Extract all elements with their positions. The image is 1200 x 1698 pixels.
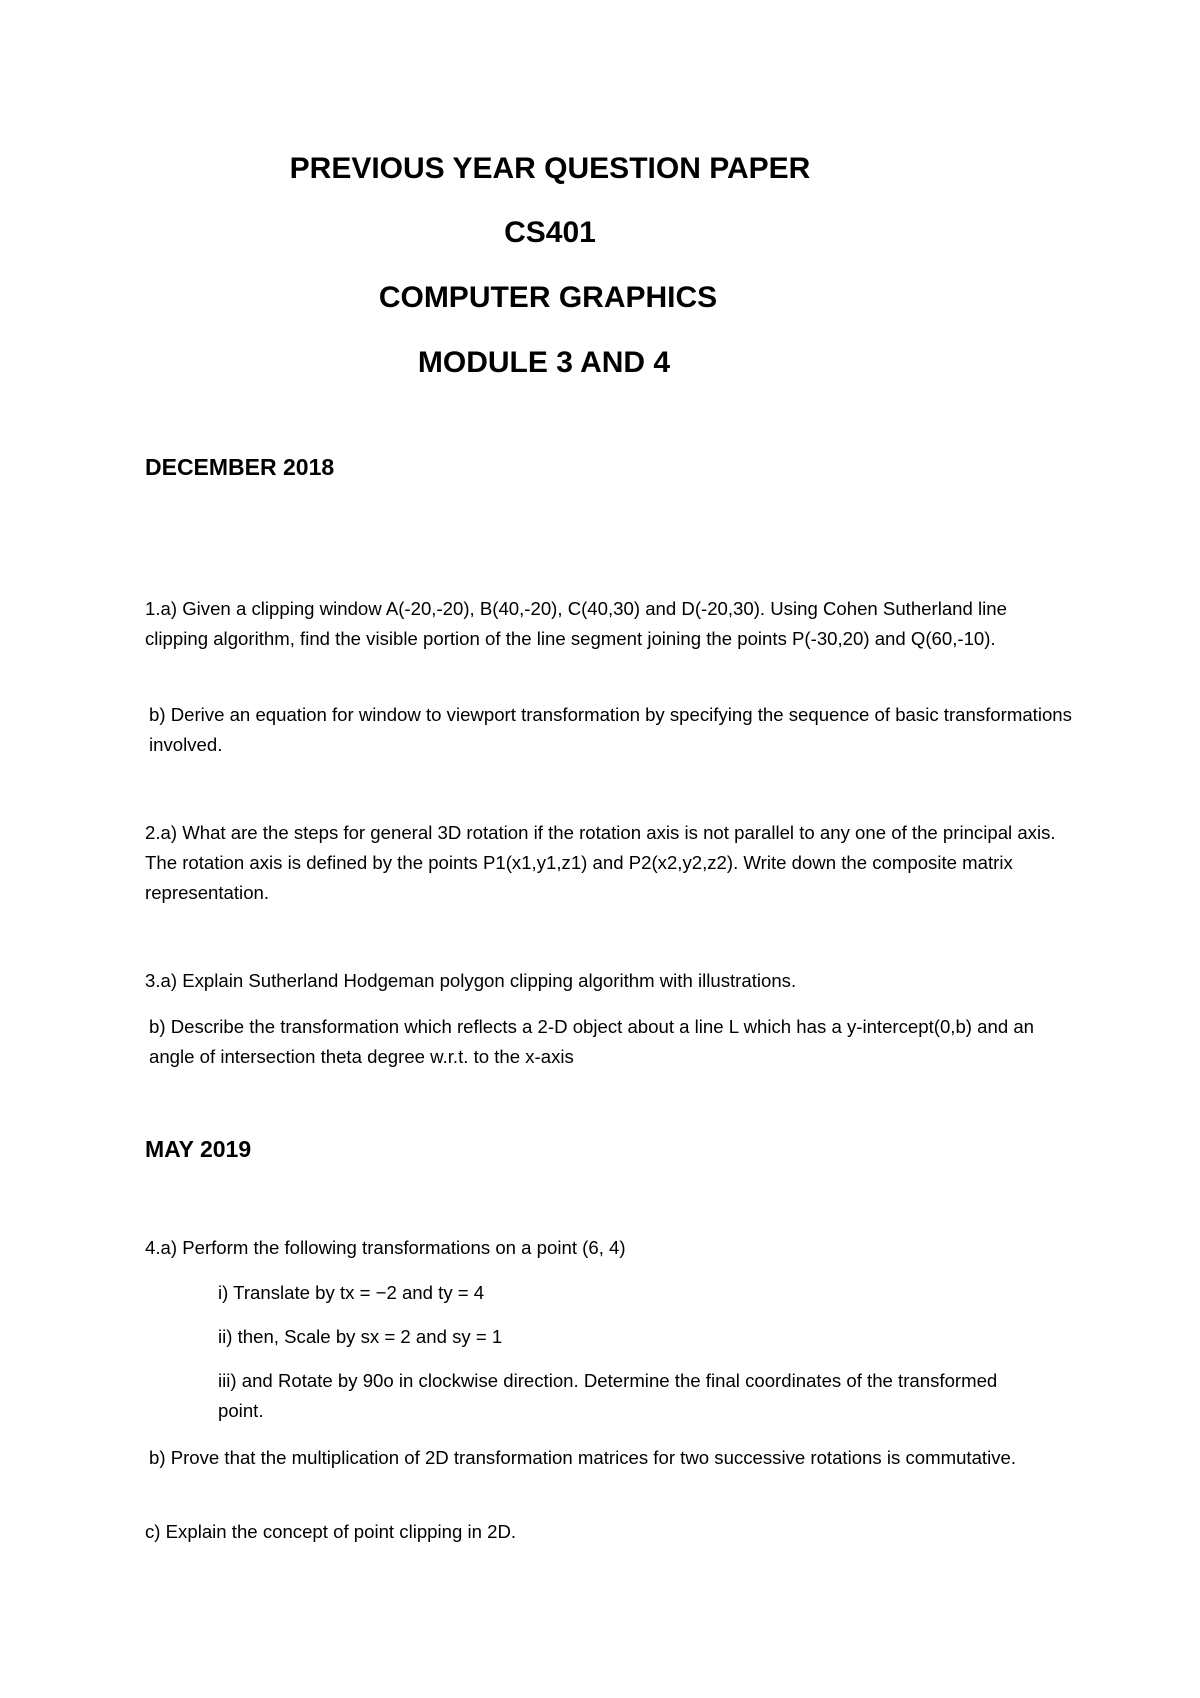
question-4a-step-i: i) Translate by tx = −2 and ty = 4 [218, 1282, 485, 1303]
section-heading-may-2019: MAY 2019 [145, 1136, 252, 1162]
question-4c: c) Explain the concept of point clipping in 2D. [145, 1521, 517, 1542]
module-label: MODULE 3 AND 4 [417, 346, 671, 379]
paper-title: PREVIOUS YEAR QUESTION PAPER [289, 152, 811, 185]
question-3b: b) Describe the transformation which reflects a 2-D object about a line L which has a y-intercept(0,b) and an angle of intersection theta degree w.r.t. to the x-axis [149, 1016, 1035, 1067]
question-4b: b) Prove that the multiplication of 2D transformation matrices for two successive rotations is commutative. [149, 1447, 1017, 1468]
section-heading-december-2018: DECEMBER 2018 [145, 454, 335, 480]
question-1a: 1.a) Given a clipping window A(-20,-20), B(40,-20), C(40,30) and D(-20,30). Using Cohen Sutherland line clipping algorithm, find the visible portion of the line segment joining the points P(-30,20) and Q(60,-10). [145, 598, 1007, 649]
question-3a: 3.a) Explain Sutherland Hodgeman polygon clipping algorithm with illustrations. [145, 970, 797, 991]
course-code: CS401 [504, 216, 596, 249]
question-2a: 2.a) What are the steps for general 3D rotation if the rotation axis is not parallel to any one of the principal axis. The rotation axis is defined by the points P1(x1,y1,z1) and P2(x2,y2,z2). Write down the composite matrix representation. [145, 822, 1056, 903]
question-4a: 4.a) Perform the following transformations on a point (6, 4) [145, 1237, 626, 1258]
question-4a-step-ii: ii) then, Scale by sx = 2 and sy = 1 [218, 1326, 503, 1347]
question-1b: b) Derive an equation for window to viewport transformation by specifying the sequence of basic transformations involved. [149, 704, 1072, 755]
question-4a-step-iii: iii) and Rotate by 90o in clockwise direction. Determine the final coordinates of the transformed point. [218, 1370, 998, 1421]
course-name: COMPUTER GRAPHICS [378, 281, 718, 314]
